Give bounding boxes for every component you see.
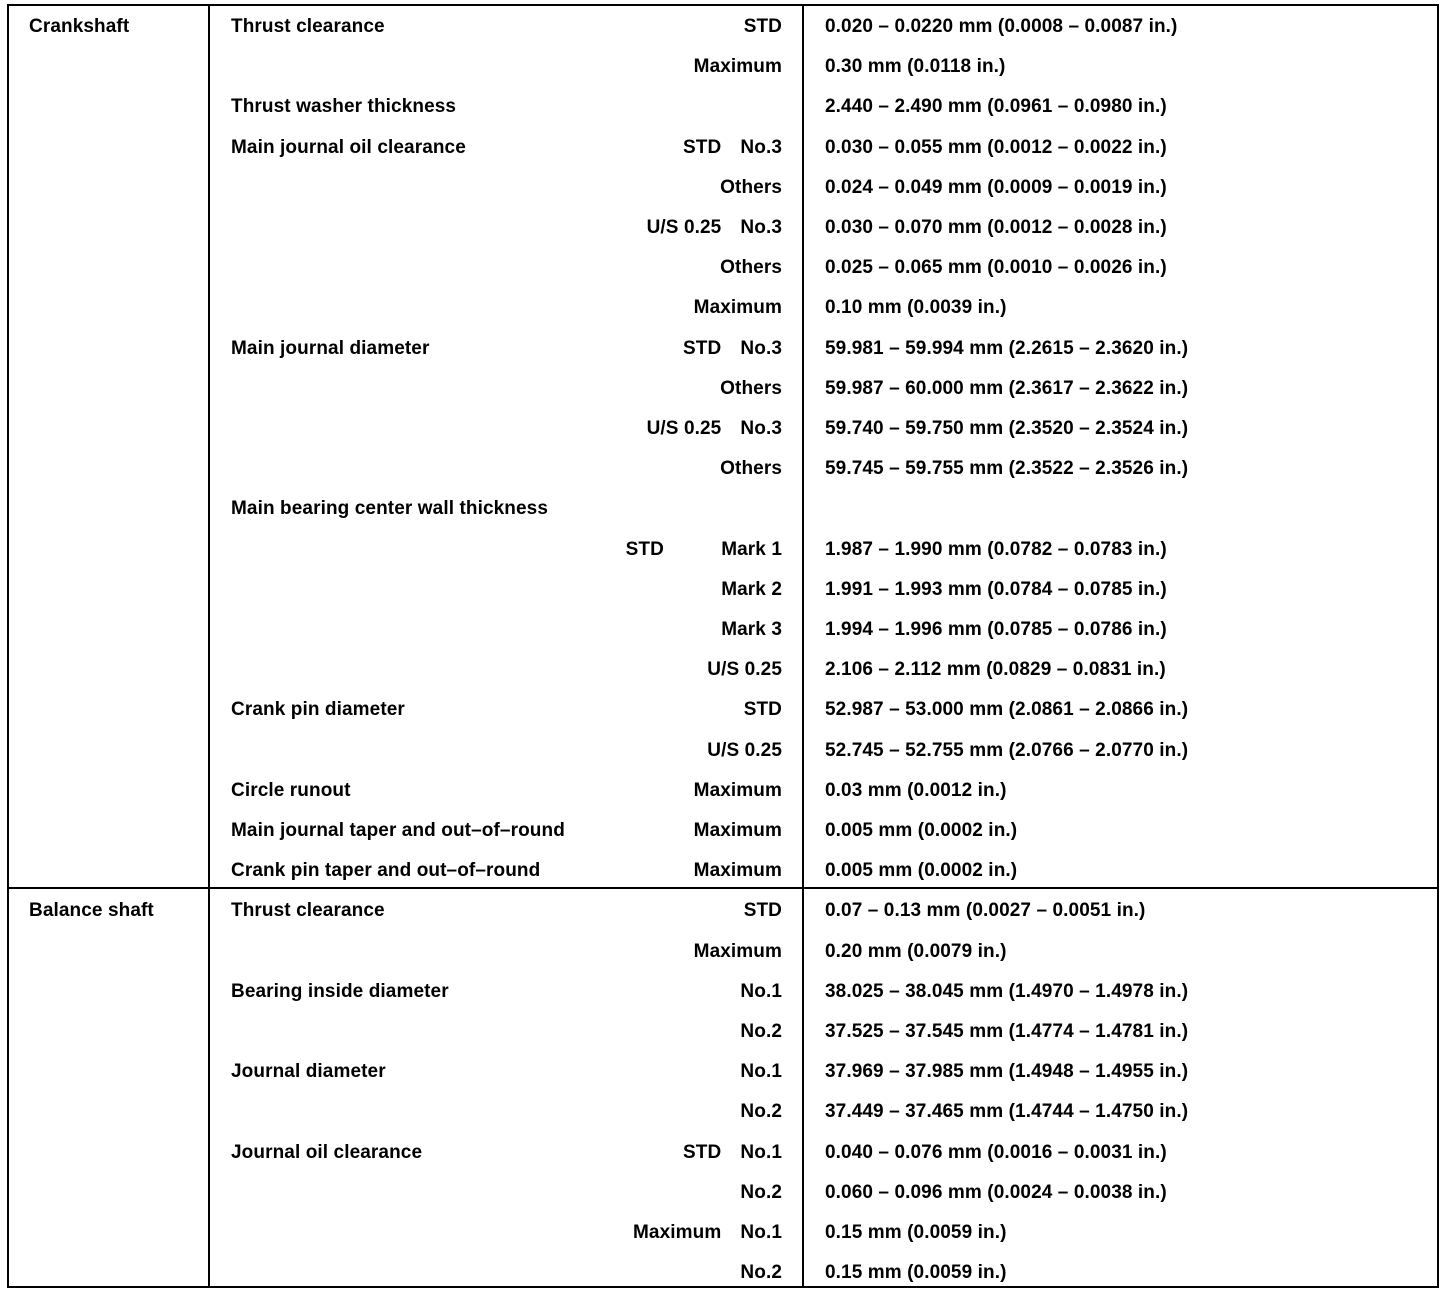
spec-value: 0.020 – 0.0220 mm (0.0008 – 0.0087 in.) xyxy=(825,16,1178,37)
spec-qualifier: STD xyxy=(743,900,782,922)
spec-item-label: Circle runout xyxy=(231,779,351,801)
spec-value: 0.030 – 0.055 mm (0.0012 – 0.0022 in.) xyxy=(825,136,1167,158)
spec-qualifier: No.2 xyxy=(740,1101,782,1123)
spec-qualifier: No.2 xyxy=(740,1021,782,1042)
spec-qualifier: No.2 xyxy=(740,1262,782,1284)
spec-qualifier: Maximum xyxy=(693,779,782,801)
group-label: Crankshaft xyxy=(29,16,130,37)
spec-value: 0.040 – 0.076 mm (0.0016 – 0.0031 in.) xyxy=(825,1141,1167,1163)
spec-value: 0.025 – 0.065 mm (0.0010 – 0.0026 in.) xyxy=(825,257,1167,279)
spec-qualifier: Maximum No.1 xyxy=(632,1222,782,1243)
spec-qualifier: Maximum xyxy=(693,820,782,841)
spec-item-label: Main bearing center wall thickness xyxy=(231,498,549,520)
spec-item-label: Bearing inside diameter xyxy=(231,980,449,1002)
spec-value: 0.005 mm (0.0002 in.) xyxy=(825,860,1018,882)
spec-value: 0.10 mm (0.0039 in.) xyxy=(825,297,1007,319)
spec-qualifier: Others xyxy=(720,377,782,399)
spec-value: 1.987 – 1.990 mm (0.0782 – 0.0783 in.) xyxy=(825,538,1167,560)
spec-qualifier: No.1 xyxy=(740,1061,782,1083)
spec-value: 52.987 – 53.000 mm (2.0861 – 2.0866 in.) xyxy=(825,699,1189,721)
spec-item-label: Crank pin taper and out–of–round xyxy=(231,860,541,882)
spec-value: 0.024 – 0.049 mm (0.0009 – 0.0019 in.) xyxy=(825,176,1167,198)
spec-qualifier: STD No.1 xyxy=(683,1141,782,1163)
spec-qualifier: Others xyxy=(720,257,782,279)
spec-item-label: Thrust washer thickness xyxy=(231,96,457,118)
spec-item-label: Thrust clearance xyxy=(231,900,385,922)
spec-item-label: Thrust clearance xyxy=(231,16,385,37)
spec-qualifier: STD Mark 1 xyxy=(625,538,782,560)
spec-qualifier: Maximum xyxy=(693,56,782,78)
spec-value: 0.20 mm (0.0079 in.) xyxy=(825,940,1007,962)
spec-qualifier: U/S 0.25 xyxy=(707,739,782,761)
spec-value: 1.991 – 1.993 mm (0.0784 – 0.0785 in.) xyxy=(825,578,1167,600)
spec-value: 0.060 – 0.096 mm (0.0024 – 0.0038 in.) xyxy=(825,1181,1167,1203)
spec-value: 0.15 mm (0.0059 in.) xyxy=(825,1262,1007,1284)
spec-value: 0.30 mm (0.0118 in.) xyxy=(825,56,1006,78)
spec-item-label: Main journal oil clearance xyxy=(231,136,466,158)
spec-item-label: Journal diameter xyxy=(231,1061,386,1083)
spec-value: 1.994 – 1.996 mm (0.0785 – 0.0786 in.) xyxy=(825,619,1167,640)
spec-value: 37.969 – 37.985 mm (1.4948 – 1.4955 in.) xyxy=(825,1061,1189,1083)
spec-value: 59.740 – 59.750 mm (2.3520 – 2.3524 in.) xyxy=(825,418,1189,439)
group-label: Balance shaft xyxy=(29,900,154,922)
spec-item-label: Journal oil clearance xyxy=(231,1141,423,1163)
column-divider-right xyxy=(802,6,804,1286)
spec-qualifier: STD xyxy=(743,16,782,37)
spec-qualifier: Others xyxy=(720,176,782,198)
spec-item-label: Main journal taper and out–of–round xyxy=(231,820,565,841)
spec-value: 52.745 – 52.755 mm (2.0766 – 2.0770 in.) xyxy=(825,739,1189,761)
spec-qualifier: Maximum xyxy=(693,860,782,882)
spec-qualifier: Mark 2 xyxy=(721,578,782,600)
group-divider xyxy=(9,887,1437,889)
spec-qualifier: U/S 0.25 No.3 xyxy=(646,217,782,238)
spec-qualifier: Mark 3 xyxy=(721,619,782,640)
spec-value: 37.525 – 37.545 mm (1.4774 – 1.4781 in.) xyxy=(825,1021,1189,1042)
spec-value: 59.981 – 59.994 mm (2.2615 – 2.3620 in.) xyxy=(825,337,1189,359)
spec-qualifier: Maximum xyxy=(693,297,782,319)
spec-qualifier: Maximum xyxy=(693,940,782,962)
spec-value: 59.987 – 60.000 mm (2.3617 – 2.3622 in.) xyxy=(825,377,1189,399)
spec-value: 37.449 – 37.465 mm (1.4744 – 1.4750 in.) xyxy=(825,1101,1189,1123)
spec-qualifier: U/S 0.25 xyxy=(707,659,782,681)
spec-qualifier: Others xyxy=(720,458,782,480)
spec-value: 2.106 – 2.112 mm (0.0829 – 0.0831 in.) xyxy=(825,659,1166,681)
spec-item-label: Crank pin diameter xyxy=(231,699,405,721)
spec-qualifier: No.2 xyxy=(740,1181,782,1203)
spec-qualifier: STD No.3 xyxy=(683,337,782,359)
spec-value: 0.030 – 0.070 mm (0.0012 – 0.0028 in.) xyxy=(825,217,1167,238)
spec-value: 0.15 mm (0.0059 in.) xyxy=(825,1222,1007,1243)
spec-item-label: Main journal diameter xyxy=(231,337,430,359)
spec-value: 0.07 – 0.13 mm (0.0027 – 0.0051 in.) xyxy=(825,900,1146,922)
spec-value: 2.440 – 2.490 mm (0.0961 – 0.0980 in.) xyxy=(825,96,1167,118)
spec-value: 0.005 mm (0.0002 in.) xyxy=(825,820,1018,841)
spec-qualifier: No.1 xyxy=(740,980,782,1002)
spec-table xyxy=(7,4,1439,1288)
spec-qualifier: STD xyxy=(743,699,782,721)
column-divider-left xyxy=(208,6,210,1286)
spec-value: 38.025 – 38.045 mm (1.4970 – 1.4978 in.) xyxy=(825,980,1189,1002)
spec-value: 0.03 mm (0.0012 in.) xyxy=(825,779,1007,801)
spec-value: 59.745 – 59.755 mm (2.3522 – 2.3526 in.) xyxy=(825,458,1189,480)
spec-qualifier: STD No.3 xyxy=(683,136,782,158)
spec-qualifier: U/S 0.25 No.3 xyxy=(646,418,782,439)
